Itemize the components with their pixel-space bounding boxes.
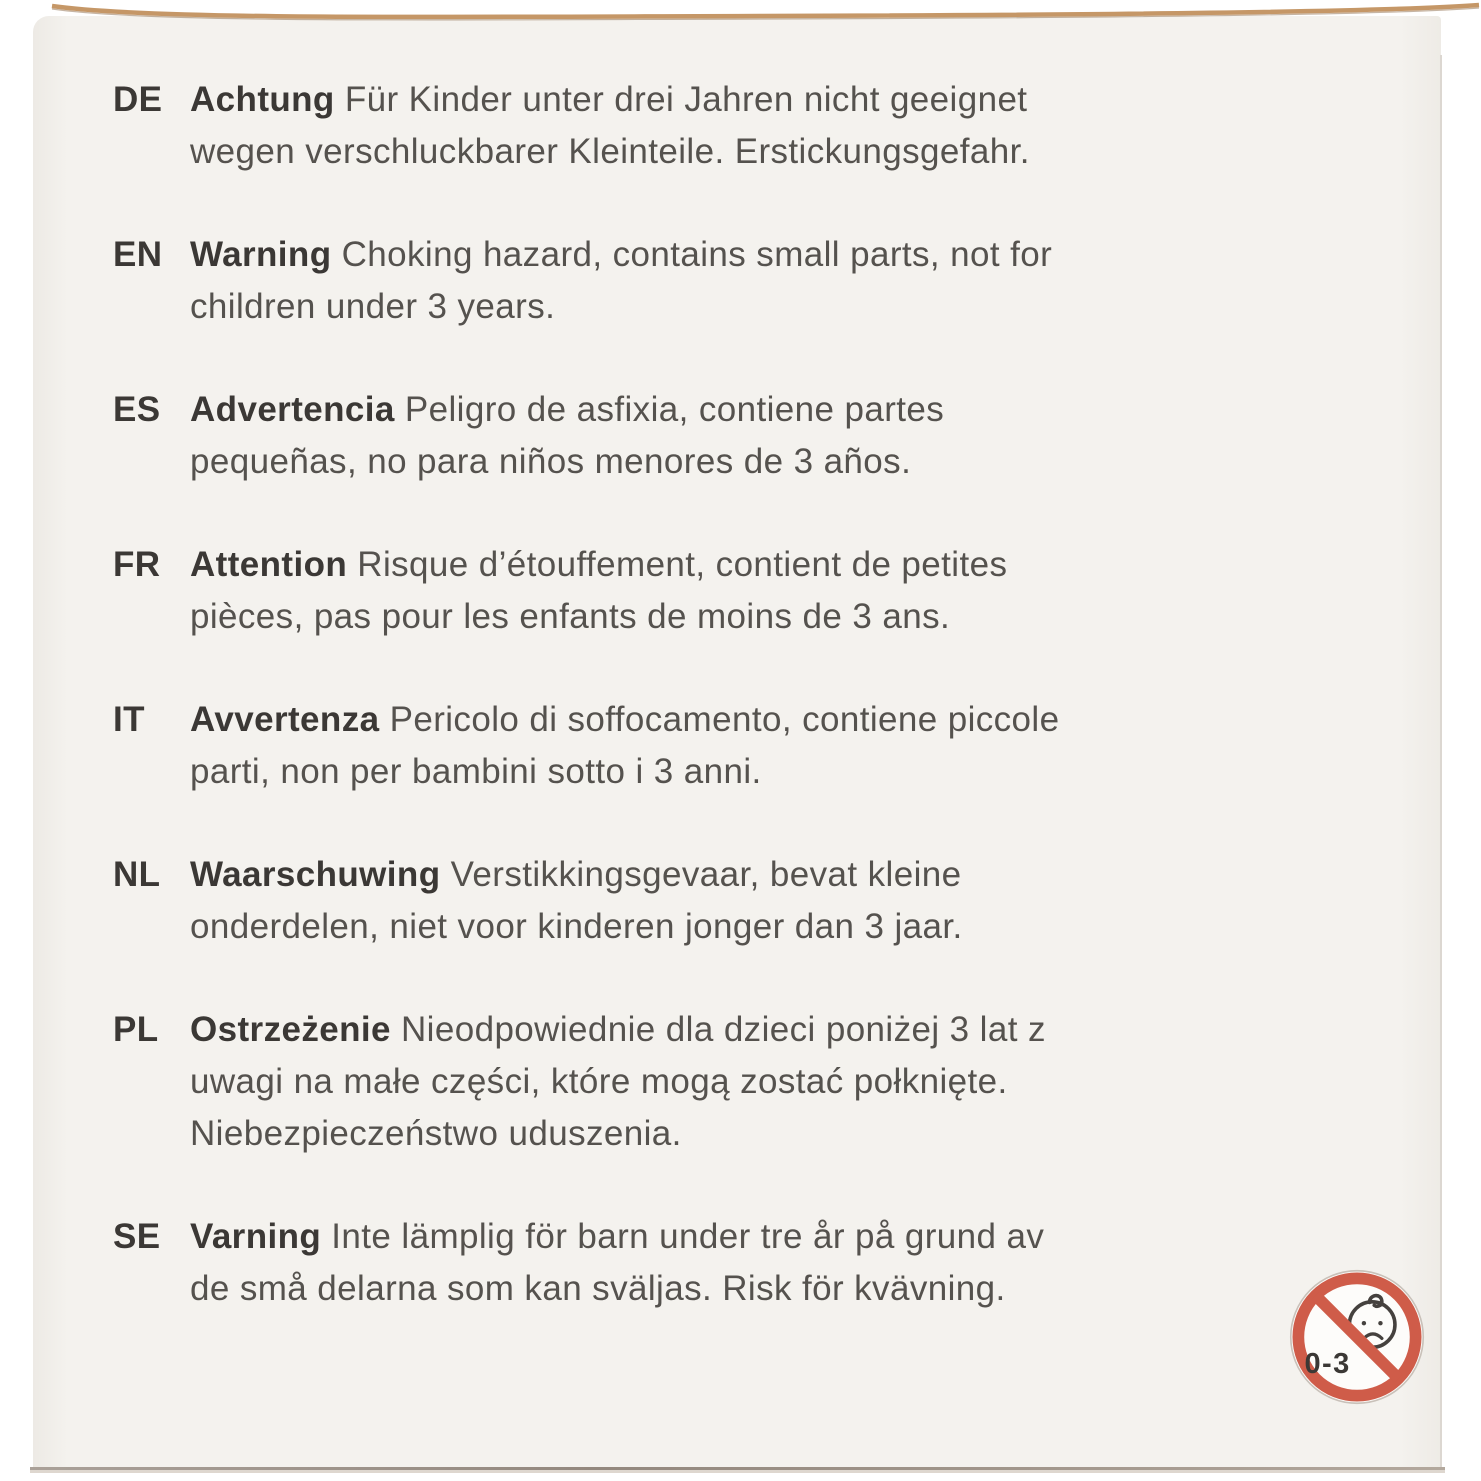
language-code: SE [113, 1217, 161, 1256]
warning-block [113, 849, 1405, 953]
language-code: DE [113, 80, 163, 119]
box-bottom-edge-shadow [30, 1470, 1445, 1473]
warning-line: Varning Inte lämplig för barn under tre år på grund av [190, 1217, 1045, 1256]
language-code: NL [113, 855, 161, 894]
warning-line: Warning Choking hazard, contains small parts, not for [190, 235, 1053, 274]
warning-block [113, 694, 1405, 798]
warning-title: Waarschuwing [190, 855, 441, 894]
warning-title: Varning [190, 1217, 322, 1256]
warning-line: Attention Risque d’étouffement, contient de petites [190, 545, 1008, 584]
warning-line: children under 3 years. [190, 287, 556, 326]
warning-text [190, 384, 1405, 488]
warning-text [190, 229, 1405, 333]
warning-text [190, 849, 1405, 953]
warning-list [33, 16, 1441, 1315]
warning-text [190, 74, 1405, 178]
warning-line: parti, non per bambini sotto i 3 anni. [190, 752, 762, 791]
warning-line: Avvertenza Pericolo di soffocamento, contiene piccole [190, 700, 1060, 739]
warning-block [113, 539, 1405, 643]
warning-line: onderdelen, niet voor kinderen jonger dan 3 jaar. [190, 907, 963, 946]
warning-text [190, 694, 1405, 798]
language-code: IT [113, 700, 145, 739]
warning-block [113, 1004, 1405, 1160]
warning-text [190, 1211, 1405, 1315]
warning-block [113, 74, 1405, 178]
warning-text [190, 539, 1405, 643]
warning-title: Advertencia [190, 390, 395, 429]
warning-line: Niebezpieczeństwo uduszenia. [190, 1114, 682, 1153]
warning-line: de små delarna som kan sväljas. Risk för kvävning. [190, 1269, 1006, 1308]
warning-title: Warning [190, 235, 332, 274]
warning-line: Achtung Für Kinder unter drei Jahren nicht geeignet [190, 80, 1028, 119]
warning-line: Ostrzeżenie Nieodpowiednie dla dzieci poniżej 3 lat z [190, 1010, 1046, 1049]
age-range-label: 0-3 [1304, 1347, 1351, 1380]
warning-block [113, 1211, 1405, 1315]
warning-title: Achtung [190, 80, 335, 119]
warning-line: wegen verschluckbarer Kleinteile. Erstickungsgefahr. [190, 132, 1030, 171]
language-code: ES [113, 390, 161, 429]
warning-line: Advertencia Peligro de asfixia, contiene partes [190, 390, 945, 429]
warning-block [113, 229, 1405, 333]
warning-line: pièces, pas pour les enfants de moins de 3 ans. [190, 597, 951, 636]
warning-title: Ostrzeżenie [190, 1010, 391, 1049]
warning-block [113, 384, 1405, 488]
warning-line: pequeñas, no para niños menores de 3 años. [190, 442, 912, 481]
warning-title: Avvertenza [190, 700, 380, 739]
warning-title: Attention [190, 545, 348, 584]
warning-text [190, 1004, 1405, 1160]
warning-line: Waarschuwing Verstikkingsgevaar, bevat kleine [190, 855, 962, 894]
language-code: PL [113, 1010, 159, 1049]
language-code: FR [113, 545, 161, 584]
age-0-3-prohibition-icon [1288, 1268, 1426, 1406]
language-code: EN [113, 235, 163, 274]
warning-line: uwagi na małe części, które mogą zostać połknięte. [190, 1062, 1008, 1101]
